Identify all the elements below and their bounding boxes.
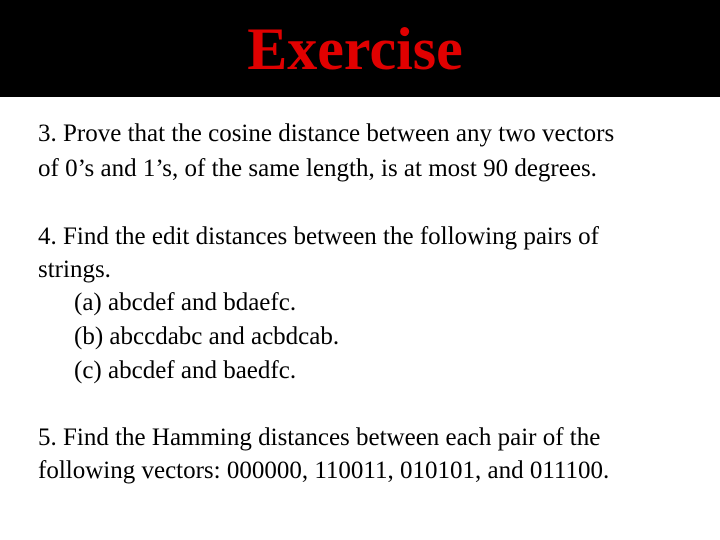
exercise-3-line-1: 3. Prove that the cosine distance between any two vectors (38, 120, 615, 147)
exercise-4-line-2: strings. (38, 256, 111, 283)
exercise-5-line-1: 5. Find the Hamming distances between each pair of the (38, 424, 601, 451)
exercise-4-item-b: (b) abccdabc and acbdcab. (74, 323, 340, 350)
exercise-4-item-c: (c) abcdef and baedfc. (74, 357, 297, 384)
exercise-3-line-2: of 0’s and 1’s, of the same length, is at most 90 degrees. (38, 155, 597, 182)
slide-title: Exercise (247, 16, 463, 82)
exercise-4-line-1: 4. Find the edit distances between the following pairs of (38, 223, 599, 250)
exercise-5-line-2: following vectors: 000000, 110011, 010101, and 011100. (38, 457, 610, 484)
title-bar (0, 0, 720, 97)
exercise-4-item-a: (a) abcdef and bdaefc. (74, 289, 297, 316)
